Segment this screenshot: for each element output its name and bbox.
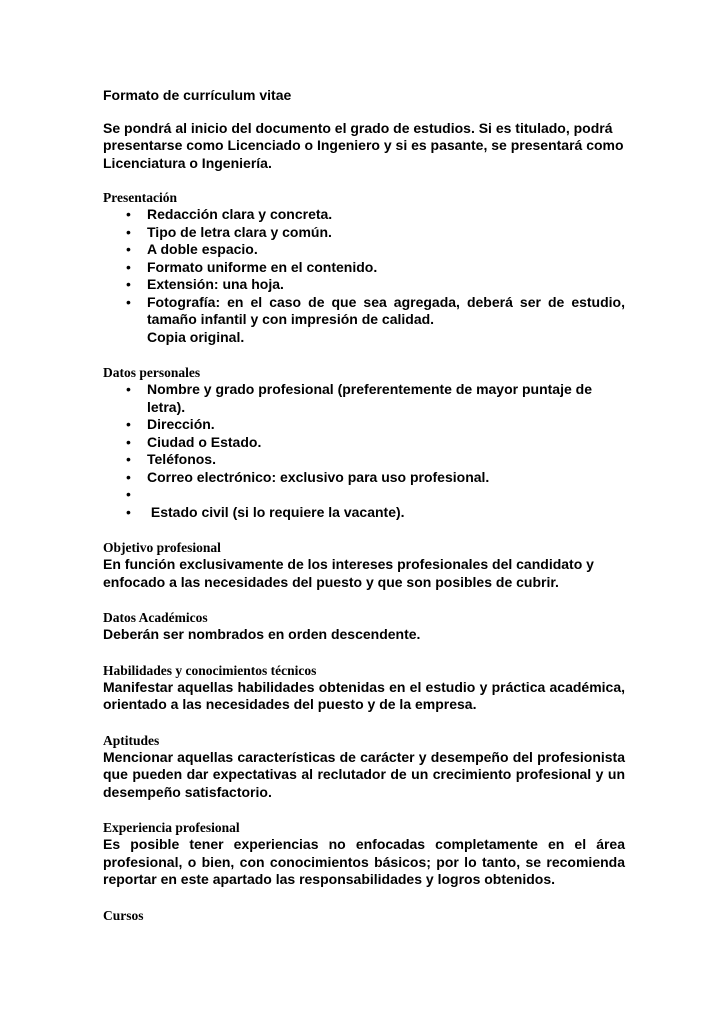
section-heading: Experiencia profesional: [103, 820, 240, 835]
list-item: • Nombre y grado profesional (preferentemente de mayor puntaje de letra).: [126, 381, 592, 415]
list-item: [126, 486, 625, 504]
section-heading: Datos personales: [103, 365, 201, 380]
bullet-icon: •: [126, 486, 131, 502]
list-item: • Fotografía: en el caso de que sea agregada, deberá ser de estudio, tamaño infantil y con impresión de calidad. Copia original.: [126, 293, 625, 345]
section-text: Deberán ser nombrados en orden descendente.: [103, 626, 421, 642]
bullet-icon: •: [126, 276, 131, 292]
bullet-icon: •: [126, 241, 131, 257]
section-text: Manifestar aquellas habilidades obtenidas en el estudio y práctica académica, orientado a las necesidades del puesto y de la empresa.: [103, 678, 625, 712]
bullet-icon: •: [126, 503, 131, 520]
section-text: Es posible tener experiencias no enfocadas completamente en el área profesional, o bien, con conocimientos básicos; por lo tanto, se recomienda reportar en este apartado las responsabilidades y logros obtenidos.: [103, 836, 625, 887]
list-item: • Correo electrónico: exclusivo para uso profesional.: [126, 468, 490, 485]
section-academicos: [103, 609, 625, 644]
bullet-list: [103, 206, 625, 346]
bullet-icon: •: [126, 206, 131, 222]
bullet-icon: •: [126, 223, 131, 240]
list-item: • Estado civil (si lo requiere la vacante).: [126, 503, 405, 520]
bullet-icon: •: [126, 468, 131, 485]
bullet-icon: •: [126, 258, 131, 275]
section-heading: Cursos: [103, 907, 144, 923]
section-experiencia: [103, 819, 625, 889]
bullet-icon: •: [126, 451, 131, 467]
section-text: Mencionar aquellas características de carácter y desempeño del profesionista que pueden dar expectativas al reclutador de un crecimiento profesional y un desempeño satisfactorio.: [103, 748, 625, 800]
document-page: [103, 87, 625, 942]
bullet-icon: •: [126, 416, 131, 432]
section-heading: Presentación: [103, 190, 177, 205]
section-heading: Objetivo profesional: [103, 540, 221, 555]
bullet-icon: •: [126, 433, 131, 450]
section-presentacion: [103, 189, 625, 346]
list-item: • Teléfonos.: [126, 451, 216, 467]
bullet-icon: •: [126, 381, 131, 397]
list-item: • Formato uniforme en el contenido.: [126, 258, 378, 275]
list-item: • Redacción clara y concreta.: [126, 206, 333, 222]
bullet-list: [103, 381, 625, 521]
list-item: • A doble espacio.: [126, 241, 258, 257]
list-item: • Extensión: una hoja.: [126, 276, 284, 292]
section-objetivo: [103, 539, 625, 591]
section-heading: Datos Académicos: [103, 610, 208, 625]
section-heading: Habilidades y conocimientos técnicos: [103, 662, 317, 678]
section-aptitudes: [103, 732, 625, 802]
section-heading: Aptitudes: [103, 732, 160, 748]
list-item: • Dirección.: [126, 416, 215, 432]
section-text: En función exclusivamente de los intereses profesionales del candidato y enfocado a las necesidades del puesto y que son posibles de cubrir.: [103, 556, 594, 590]
document-title: Formato de currículum vitae: [103, 87, 292, 103]
bullet-icon: •: [126, 293, 131, 310]
list-item: • Ciudad o Estado.: [126, 433, 262, 450]
list-item: • Tipo de letra clara y común.: [126, 223, 332, 240]
section-cursos: [103, 907, 625, 924]
list-item-extra: Copia original.: [147, 328, 245, 345]
section-habilidades: [103, 662, 625, 714]
section-datos-personales: [103, 364, 625, 521]
intro-paragraph: Se pondrá al inicio del documento el grado de estudios. Si es titulado, podrá presentarse como Licenciado o Ingeniero y si es pasante, se presentará como Licenciatura o Ingeniería.: [103, 119, 624, 171]
